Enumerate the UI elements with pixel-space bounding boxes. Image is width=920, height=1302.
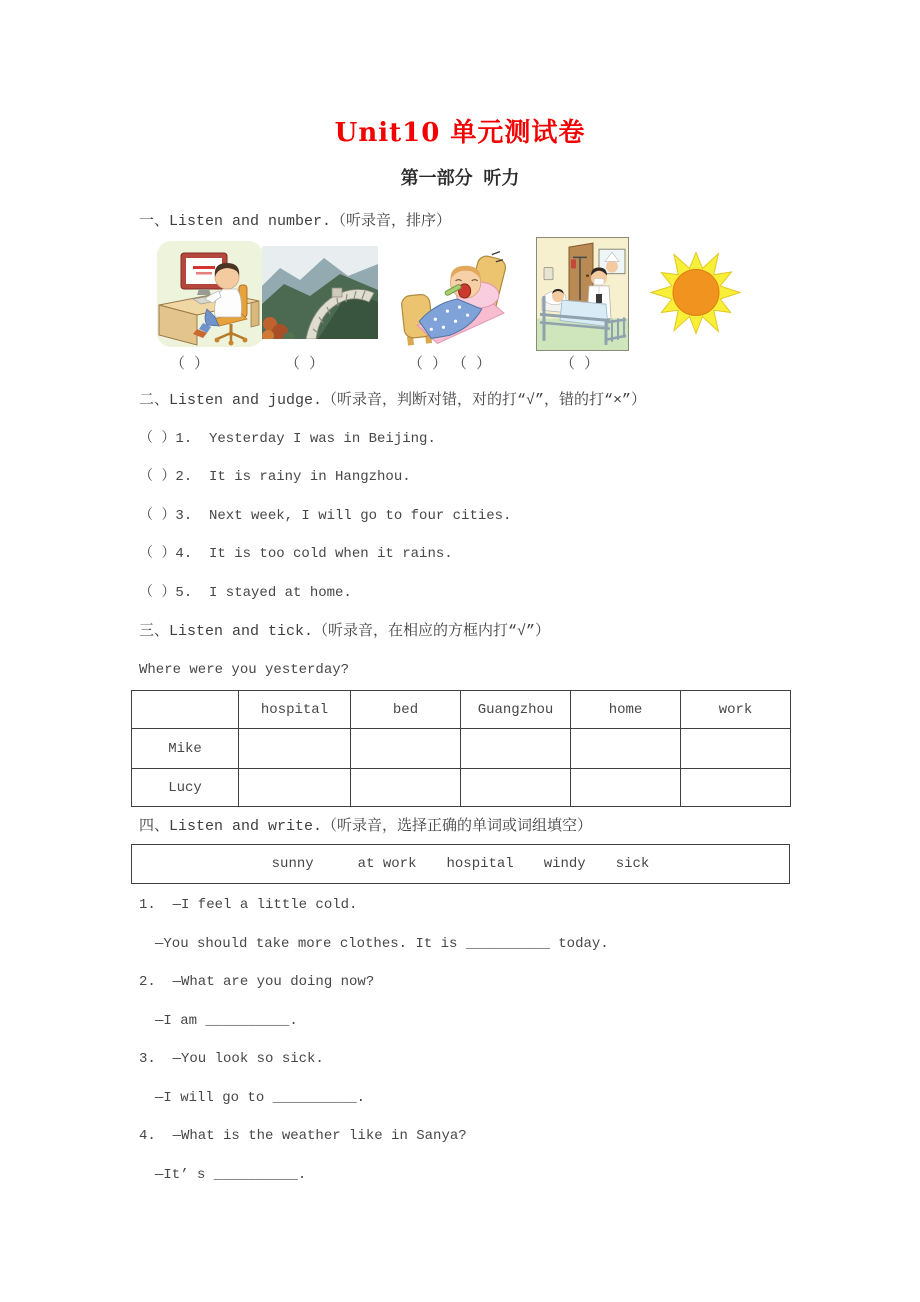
judge-item-4: （ ）4. It is too cold when it rains. (139, 546, 453, 562)
row-label-lucy: Lucy (132, 769, 239, 807)
dialogue-3-question: 3. —You look so sick. (139, 1051, 324, 1067)
dialogue-3-answer: —I will go to __________. (155, 1090, 366, 1106)
table-header-work: work (681, 691, 791, 729)
word-bank-word: hospital (446, 856, 514, 872)
child-in-bed-icon (397, 238, 510, 350)
number-blank-3: （ ） (408, 356, 448, 373)
picture-sun (650, 246, 742, 339)
dialogue-2-answer: —I am __________. (155, 1013, 298, 1029)
row-label-mike: Mike (132, 729, 239, 769)
number-blank-2: （ ） (285, 356, 325, 373)
judge-item-3: （ ）3. Next week, I will go to four cities. (139, 508, 512, 524)
dialogue-1-answer: —You should take more clothes. It is __________ today. (155, 936, 609, 952)
sun-icon (650, 246, 742, 339)
number-blank-1: （ ） (170, 356, 210, 373)
word-bank-word: at work (357, 856, 417, 872)
picture-child-in-bed (397, 238, 510, 350)
judge-item-5: （ ）5. I stayed at home. (139, 585, 352, 601)
picture-hospital-ward (536, 237, 629, 351)
table-row (132, 769, 791, 807)
tick-cell (351, 729, 461, 769)
table-header-hospital: hospital (239, 691, 351, 729)
tick-question: Where were you yesterday? (139, 662, 350, 678)
tick-table-header-row (132, 691, 791, 729)
dialogue-1-question: 1. —I feel a little cold. (139, 897, 358, 913)
tick-cell (351, 769, 461, 807)
dialogue-2-question: 2. —What are you doing now? (139, 974, 375, 990)
computer-scene-icon (155, 238, 265, 350)
word-bank-word: sunny (271, 856, 314, 872)
word-bank-word: windy (543, 856, 586, 872)
tick-cell (571, 769, 681, 807)
tick-cell (239, 729, 351, 769)
section1-heading: 一、Listen and number.（听录音，排序） (139, 213, 452, 230)
dialogue-4-answer: —It’ s __________. (155, 1167, 307, 1183)
picture-great-wall (262, 246, 378, 339)
tick-cell (681, 729, 791, 769)
tick-cell (571, 729, 681, 769)
great-wall-icon (262, 246, 378, 339)
table-header-guangzhou: Guangzhou (461, 691, 571, 729)
tick-table (131, 690, 791, 807)
number-blank-5: （ ） (560, 356, 600, 373)
judge-item-1: （ ）1. Yesterday I was in Beijing. (139, 431, 436, 447)
table-header-empty (132, 691, 239, 729)
page-title: Unit10 单元测试卷 (334, 118, 586, 148)
hospital-scene-icon (536, 237, 629, 351)
tick-cell (239, 769, 351, 807)
picture-boy-at-computer (155, 238, 265, 350)
tick-cell (461, 769, 571, 807)
table-header-bed: bed (351, 691, 461, 729)
word-bank-word: sick (615, 856, 650, 872)
number-blank-4: （ ） (452, 356, 492, 373)
tick-cell (461, 729, 571, 769)
part-heading: 第一部分 听力 (400, 170, 520, 190)
table-header-home: home (571, 691, 681, 729)
dialogue-4-question: 4. —What is the weather like in Sanya? (139, 1128, 467, 1144)
section4-heading: 四、Listen and write.（听录音，选择正确的单词或词组填空） (139, 818, 593, 835)
judge-item-2: （ ）2. It is rainy in Hangzhou. (139, 469, 411, 485)
section3-heading: 三、Listen and tick.（听录音，在相应的方框内打“√”） (139, 623, 551, 640)
section2-heading: 二、Listen and judge.（听录音，判断对错，对的打“√”，错的打“×”） (139, 392, 647, 409)
table-row (132, 729, 791, 769)
tick-cell (681, 769, 791, 807)
word-bank-box (131, 844, 790, 884)
